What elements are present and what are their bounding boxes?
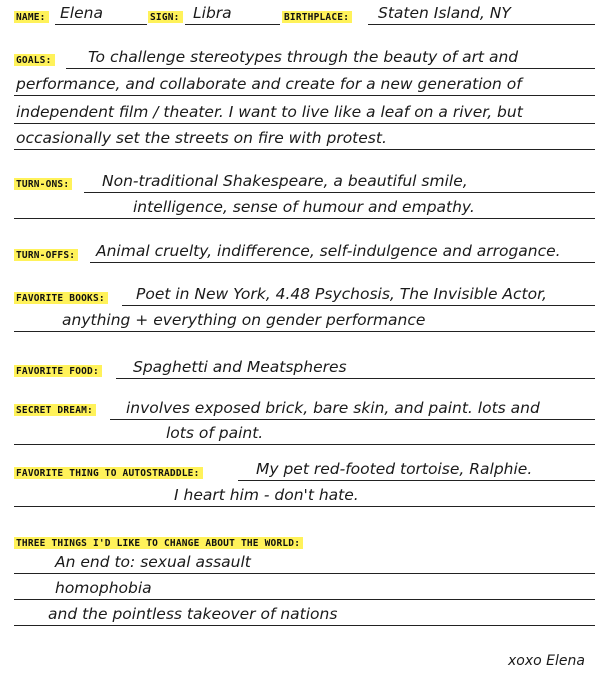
favorite-food-line-1: Spaghetti and Meatspheres — [133, 358, 347, 376]
secret-dream-line-2: lots of paint. — [166, 424, 264, 442]
change-world-rule-3 — [14, 625, 595, 626]
change-world-rule-1 — [14, 573, 595, 574]
favorite-books-line-2: anything + everything on gender performance — [62, 311, 426, 329]
goals-rule-1 — [66, 68, 595, 69]
secret-dream-label: SECRET DREAM: — [14, 404, 96, 416]
change-world-rule-2 — [14, 599, 595, 600]
birthplace-label: BIRTHPLACE: — [282, 11, 352, 23]
goals-line-2: performance, and collaborate and create for a new generation of — [16, 75, 522, 93]
turn-ons-label: TURN-ONS: — [14, 178, 72, 190]
goals-label: GOALS: — [14, 54, 55, 66]
turn-ons-rule-2 — [14, 218, 595, 219]
name-value: Elena — [60, 4, 103, 22]
change-world-line-3: and the pointless takeover of nations — [48, 605, 338, 623]
favorite-books-line-1: Poet in New York, 4.48 Psychosis, The Invisible Actor, — [136, 285, 547, 303]
turn-offs-label: TURN-OFFS: — [14, 249, 78, 261]
secret-dream-line-1: involves exposed brick, bare skin, and paint. lots and — [126, 399, 540, 417]
goals-line-1: To challenge stereotypes through the beauty of art and — [88, 48, 519, 66]
sign-label: SIGN: — [148, 11, 183, 23]
name-label: NAME: — [14, 11, 49, 23]
secret-dream-rule-2 — [14, 444, 595, 445]
turn-ons-line-2: intelligence, sense of humour and empathy. — [133, 198, 475, 216]
favorite-thing-rule-1 — [238, 480, 595, 481]
favorite-food-label: FAVORITE FOOD: — [14, 365, 102, 377]
goals-line-3: independent film / theater. I want to live like a leaf on a river, but — [16, 103, 523, 121]
secret-dream-rule-1 — [110, 419, 595, 420]
goals-rule-4 — [14, 149, 595, 150]
sign-value: Libra — [193, 4, 232, 22]
favorite-food-rule-1 — [116, 378, 595, 379]
favorite-thing-line-1: My pet red-footed tortoise, Ralphie. — [256, 460, 533, 478]
birthplace-value: Staten Island, NY — [378, 4, 511, 22]
name-rule — [55, 24, 147, 25]
turn-offs-line-1: Animal cruelty, indifference, self-indulgence and arrogance. — [96, 242, 561, 260]
goals-line-4: occasionally set the streets on fire with protest. — [16, 129, 387, 147]
goals-rule-3 — [14, 123, 595, 124]
favorite-thing-label: FAVORITE THING TO AUTOSTRADDLE: — [14, 467, 203, 479]
favorite-thing-rule-2 — [14, 506, 595, 507]
goals-rule-2 — [14, 95, 595, 96]
favorite-books-rule-1 — [122, 305, 595, 306]
favorite-books-rule-2 — [14, 331, 595, 332]
favorite-books-label: FAVORITE BOOKS: — [14, 292, 108, 304]
birthplace-rule — [368, 24, 595, 25]
turn-ons-rule-1 — [84, 192, 595, 193]
change-world-line-1: An end to: sexual assault — [55, 553, 251, 571]
change-world-label: THREE THINGS I'D LIKE TO CHANGE ABOUT THE WORLD: — [14, 537, 303, 549]
favorite-thing-line-2: I heart him - don't hate. — [174, 486, 359, 504]
sign-rule — [185, 24, 280, 25]
change-world-line-2: homophobia — [55, 579, 152, 597]
turn-offs-rule-1 — [90, 262, 595, 263]
turn-ons-line-1: Non-traditional Shakespeare, a beautiful smile, — [102, 172, 468, 190]
signoff: xoxo Elena — [508, 653, 585, 669]
